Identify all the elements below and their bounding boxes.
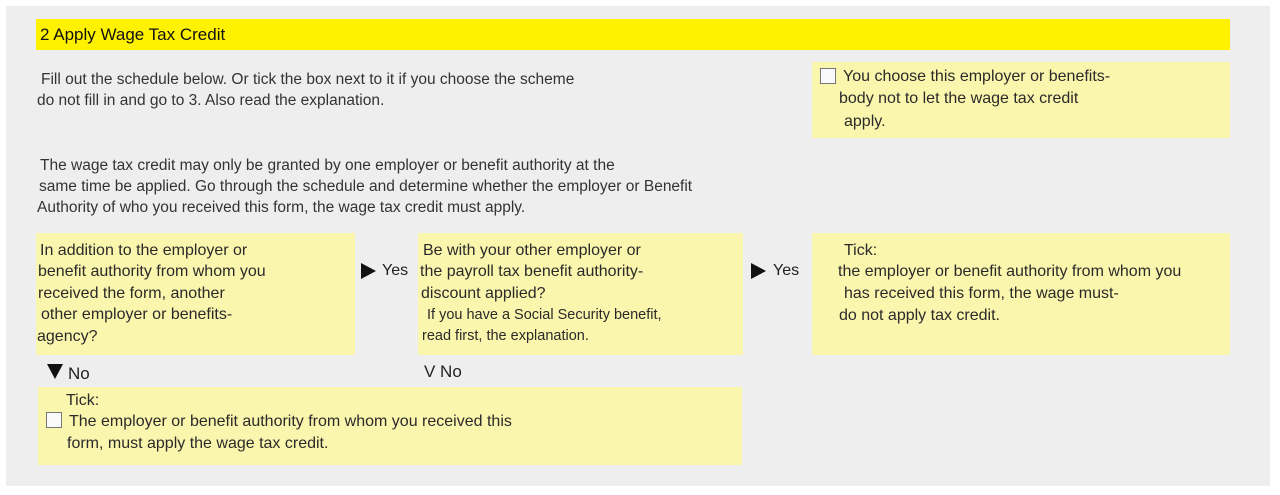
opt-out-line-1: You choose this employer or benefits- [843, 68, 1111, 85]
question-1-line-2: benefit authority from whom you [38, 263, 266, 280]
question-1-line-4: other employer or benefits- [41, 306, 233, 323]
yes-label-1: Yes [382, 262, 409, 279]
intro-line-2: do not fill in and go to 3. Also read the explanation. [37, 92, 385, 109]
question-1-box [36, 233, 355, 355]
opt-out-box [812, 62, 1230, 138]
result-no-box [38, 387, 742, 465]
note-line-1: The wage tax credit may only be granted by one employer or benefit authority at the [40, 157, 615, 174]
question-1-line-5: agency? [37, 328, 98, 345]
yes-label-2: Yes [773, 262, 800, 279]
question-2-line-2: the payroll tax benefit authority- [420, 263, 644, 280]
arrow-down-icon [47, 364, 63, 379]
no-label-2: V No [424, 362, 462, 381]
question-2-note-1: If you have a Social Security benefit, [427, 307, 662, 323]
question-2-note-2: read first, the explanation. [422, 328, 589, 344]
note-line-3: Authority of who you received this form, the wage tax credit must apply. [37, 199, 526, 216]
result-yes-tick-label: Tick: [844, 242, 878, 259]
result-yes-line-1: the employer or benefit authority from whom you [838, 263, 1182, 280]
arrow-right-icon [361, 263, 376, 279]
result-no-line-2: form, must apply the wage tax credit. [67, 435, 329, 452]
opt-out-line-3: apply. [844, 113, 886, 130]
intro-line-1: Fill out the schedule below. Or tick the box next to it if you choose the scheme [41, 71, 575, 88]
result-no-line-1: The employer or benefit authority from whom you received this [69, 413, 512, 430]
result-no-tick-label: Tick: [66, 392, 100, 409]
question-2-line-3: discount applied? [421, 285, 546, 302]
result-no-checkbox[interactable] [46, 412, 62, 428]
arrow-right-icon [751, 263, 766, 279]
question-1-line-1: In addition to the employer or [40, 242, 248, 259]
note-line-2: same time be applied. Go through the schedule and determine whether the employer or Benefit [39, 178, 693, 195]
question-2-box [418, 233, 743, 355]
question-2-line-1: Be with your other employer or [423, 242, 641, 259]
no-label-1: No [68, 364, 90, 383]
result-yes-box [812, 233, 1230, 355]
result-yes-line-2: has received this form, the wage must- [844, 285, 1119, 302]
section-header [36, 19, 1230, 50]
section-title: 2 Apply Wage Tax Credit [40, 25, 226, 44]
opt-out-checkbox[interactable] [820, 68, 836, 84]
result-yes-line-3: do not apply tax credit. [839, 307, 1000, 324]
opt-out-line-2: body not to let the wage tax credit [839, 90, 1079, 107]
question-1-line-3: received the form, another [38, 285, 225, 302]
